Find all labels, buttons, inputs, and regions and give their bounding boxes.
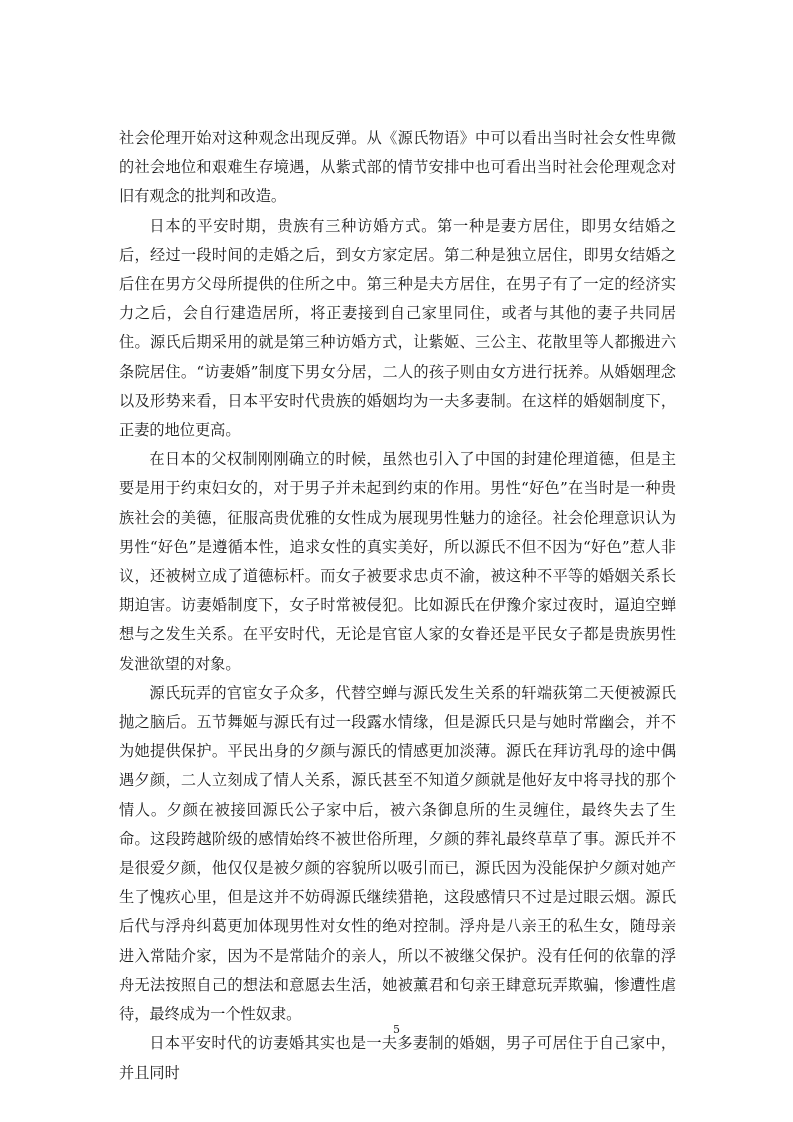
- page-number: 5: [393, 1023, 400, 1036]
- paragraph-genji-women: 源氏玩弄的官宦女子众多，代替空蝉与源氏发生关系的轩端荻第二天便被源氏抛之脑后。五节舞姬与源氏有过一段露水情缘，但是源氏只是与她时常幽会，并不为她提供保护。平民出身的夕颜与源氏的情感更加淡薄。源氏在拜访乳母的途中偶遇夕颜，二人立刻成了情人关系，源氏甚至不知道夕颜就是他好友中将寻找的那个情人。夕颜在被接回源氏公子家中后，被六条御息所的生灵缠住，最终失去了生命。这段跨越阶级的感情始终不被世俗所理，夕颜的葬礼最终草草了事。源氏并不是很爱夕颜，他仅仅是被夕颜的容貌所以吸引而已，源氏因为没能保护夕颜对她产生了愧疚心里，但是这并不妨碍源氏继续猎艳，这段感情只不过是过眼云烟。源氏后代与浮舟纠葛更加体现男性对女性的绝对控制。浮舟是八亲王的私生女，随母亲进入常陆介家，因为不是常陆介的亲人，所以不被继父保护。没有任何的依靠的浮舟无法按照自己的想法和意愿去生活，她被薰君和匂亲王肆意玩弄欺骗，惨遭性虐待，最终成为一个性奴隶。: [119, 683, 676, 1024]
- paragraph-polygamy: 日本平安时代的访妻婚其实也是一夫多妻制的婚姻，男子可居住于自己家中，并且同时: [119, 1034, 676, 1082]
- paragraph-continuation: 社会伦理开始对这种观念出现反弹。从《源氏物语》中可以看出当时社会女性卑微的社会地位和艰难生存境遇，从紫式部的情节安排中也可看出当时社会伦理观念对旧有观念的批判和改造。: [119, 129, 676, 206]
- paragraph-visiting-marriage: 日本的平安时期，贵族有三种访婚方式。第一种是妻方居住，即男女结婚之后，经过一段时间的走婚之后，到女方家定居。第二种是独立居住，即男女结婚之后住在男方父母所提供的住所之中。第三种是夫方居住，在男子有了一定的经济实力之后，会自行建造居所，将正妻接到自己家里同住，或者与其他的妻子共同居住。源氏后期采用的就是第三种访婚方式，让紫姬、三公主、花散里等人都搬进六条院居住。“访妻婚”制度下男女分居，二人的孩子则由女方进行抚养。从婚姻理念以及形势来看，日本平安时代贵族的婚姻均为一夫多妻制。在这样的婚姻制度下，正妻的地位更高。: [119, 216, 676, 440]
- body-text: [119, 124, 676, 1088]
- paragraph-patriarchy: 在日本的父权制刚刚确立的时候，虽然也引入了中国的封建伦理道德，但是主要是用于约束妇女的，对于男子并未起到约束的作用。男性“好色”在当时是一种贵族社会的美德，征服高贵优雅的女性成为展现男性魅力的途径。社会伦理意识认为男性“好色”是遵循本性，追求女性的真实美好，所以源氏不但不因为“好色”惹人非议，还被树立成了道德标杆。而女子被要求忠贞不渝，被这种不平等的婚姻关系长期迫害。访妻婚制度下，女子时常被侵犯。比如源氏在伊豫介家过夜时，逼迫空蝉想与之发生关系。在平安时代，无论是官宦人家的女眷还是平民女子都是贵族男性发泄欲望的对象。: [119, 450, 676, 673]
